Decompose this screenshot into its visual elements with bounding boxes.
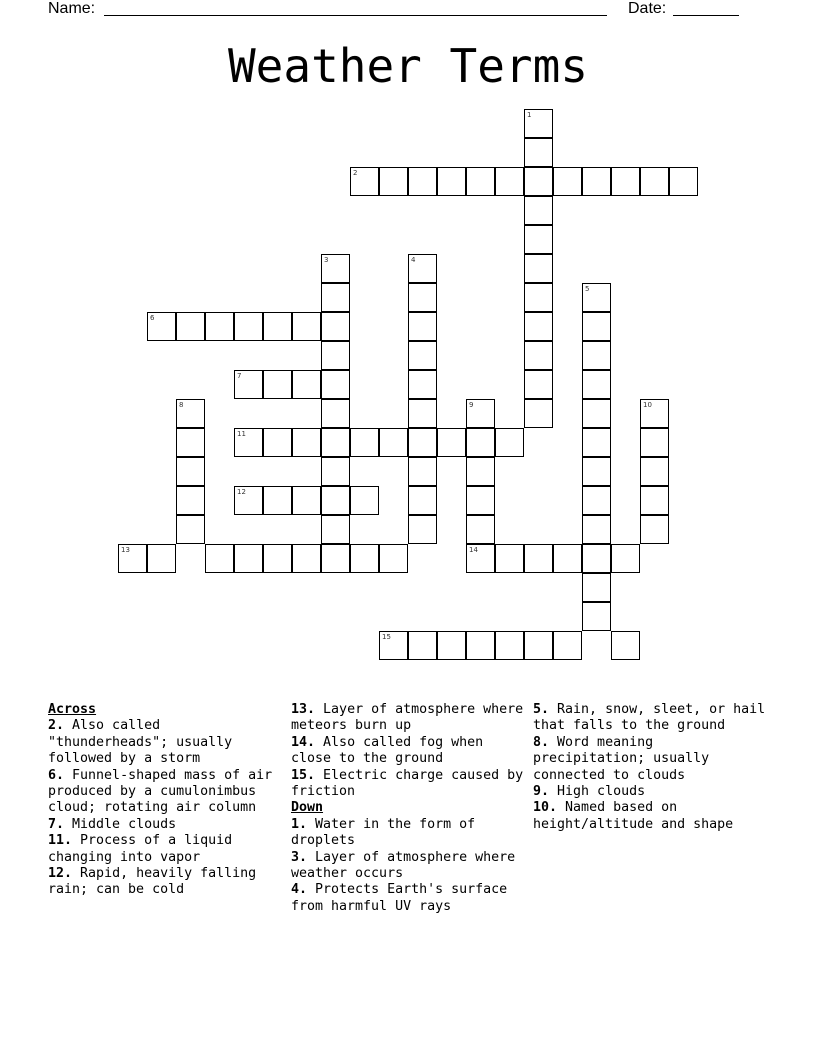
crossword-cell[interactable] bbox=[408, 370, 437, 399]
clue-number: 2. bbox=[48, 718, 65, 734]
crossword-cell[interactable] bbox=[466, 631, 495, 660]
clue-item bbox=[291, 850, 526, 883]
cell-number: 3 bbox=[324, 256, 329, 264]
clue-number: 10. bbox=[533, 800, 558, 816]
crossword-cell[interactable] bbox=[263, 486, 292, 515]
cell-number: 9 bbox=[469, 401, 474, 409]
crossword-cell[interactable] bbox=[350, 428, 379, 457]
crossword-cell[interactable] bbox=[524, 312, 553, 341]
clue-item bbox=[291, 817, 526, 850]
crossword-cell[interactable] bbox=[524, 370, 553, 399]
crossword-cell[interactable] bbox=[408, 254, 437, 283]
clue-item bbox=[48, 833, 283, 866]
clue-item bbox=[48, 817, 283, 833]
crossword-cell[interactable] bbox=[321, 254, 350, 283]
crossword-cell[interactable] bbox=[234, 312, 263, 341]
crossword-cell[interactable] bbox=[640, 399, 669, 428]
cell-number: 6 bbox=[150, 314, 155, 322]
cell-number: 4 bbox=[411, 256, 416, 264]
crossword-cell[interactable] bbox=[292, 428, 321, 457]
crossword-cell[interactable] bbox=[205, 544, 234, 573]
cell-number: 12 bbox=[237, 488, 246, 496]
clue-number: 3. bbox=[291, 849, 308, 865]
clue-text: Funnel-shaped mass of air produced by a cumulonimbus cloud; rotating air column bbox=[48, 767, 273, 816]
crossword-cell[interactable] bbox=[553, 544, 582, 573]
crossword-cell[interactable] bbox=[292, 486, 321, 515]
cell-number: 7 bbox=[237, 372, 242, 380]
clue-item bbox=[533, 784, 768, 800]
crossword-cell[interactable] bbox=[466, 486, 495, 515]
crossword-cell[interactable] bbox=[524, 196, 553, 225]
clue-item bbox=[291, 882, 526, 915]
crossword-cell[interactable] bbox=[495, 544, 524, 573]
crossword-cell[interactable] bbox=[321, 486, 350, 515]
crossword-cell[interactable] bbox=[640, 486, 669, 515]
clue-text: Water in the form of droplets bbox=[291, 816, 476, 849]
crossword-cell[interactable] bbox=[611, 167, 640, 196]
crossword-cell[interactable] bbox=[321, 515, 350, 544]
clue-text: Named based on height/altitude and shape bbox=[533, 800, 734, 832]
crossword-cell[interactable] bbox=[553, 167, 582, 196]
crossword-cell[interactable] bbox=[408, 515, 437, 544]
clue-number: 9. bbox=[533, 784, 550, 800]
clue-item bbox=[291, 768, 526, 801]
clue-item bbox=[291, 702, 526, 735]
crossword-cell[interactable] bbox=[147, 544, 176, 573]
clue-text: Layer of atmosphere where weather occurs bbox=[291, 849, 516, 882]
crossword-cell[interactable] bbox=[321, 283, 350, 312]
cell-number: 8 bbox=[179, 401, 184, 409]
crossword-cell[interactable] bbox=[408, 631, 437, 660]
crossword-cell[interactable] bbox=[466, 515, 495, 544]
clue-number: 13. bbox=[291, 702, 316, 717]
crossword-cell[interactable] bbox=[408, 486, 437, 515]
crossword-cell[interactable] bbox=[582, 544, 611, 573]
crossword-cell[interactable] bbox=[640, 167, 669, 196]
clue-text: Layer of atmosphere where meteors burn up bbox=[291, 702, 524, 734]
clues-column-2 bbox=[291, 702, 526, 915]
crossword-cell[interactable] bbox=[582, 312, 611, 341]
crossword-cell[interactable] bbox=[321, 428, 350, 457]
crossword-cell[interactable] bbox=[524, 544, 553, 573]
clue-number: 6. bbox=[48, 767, 65, 783]
clue-text: Also called fog when close to the ground bbox=[291, 734, 484, 767]
crossword-cell[interactable] bbox=[379, 631, 408, 660]
crossword-cell[interactable] bbox=[466, 428, 495, 457]
crossword-cell[interactable] bbox=[321, 370, 350, 399]
clue-item bbox=[48, 718, 283, 767]
crossword-cell[interactable] bbox=[176, 312, 205, 341]
crossword-cell[interactable] bbox=[350, 486, 379, 515]
crossword-cell[interactable] bbox=[379, 167, 408, 196]
crossword-cell[interactable] bbox=[176, 486, 205, 515]
clue-number: 8. bbox=[533, 734, 550, 750]
clue-text: Process of a liquid changing into vapor bbox=[48, 833, 233, 865]
clue-item bbox=[533, 800, 768, 833]
crossword-cell[interactable] bbox=[524, 167, 553, 196]
crossword-cell[interactable] bbox=[234, 544, 263, 573]
crossword-cell[interactable] bbox=[582, 457, 611, 486]
clue-text: Rapid, heavily falling rain; can be cold bbox=[48, 866, 257, 898]
crossword-cell[interactable] bbox=[495, 428, 524, 457]
crossword-cell[interactable] bbox=[292, 312, 321, 341]
crossword-cell[interactable] bbox=[466, 544, 495, 573]
cell-number: 15 bbox=[382, 633, 391, 641]
clue-heading: Across bbox=[48, 702, 97, 717]
crossword-cell[interactable] bbox=[582, 486, 611, 515]
crossword-cell[interactable] bbox=[611, 631, 640, 660]
crossword-cell[interactable] bbox=[263, 370, 292, 399]
crossword-cell[interactable] bbox=[437, 428, 466, 457]
crossword-cell[interactable] bbox=[582, 515, 611, 544]
clue-text: Middle clouds bbox=[72, 816, 177, 832]
crossword-cell[interactable] bbox=[321, 544, 350, 573]
clue-number: 4. bbox=[291, 882, 308, 898]
cell-number: 5 bbox=[585, 285, 590, 293]
cell-number: 1 bbox=[527, 111, 532, 119]
clue-item bbox=[533, 702, 768, 735]
crossword-cell[interactable] bbox=[408, 312, 437, 341]
crossword-cell[interactable] bbox=[408, 457, 437, 486]
crossword-cell[interactable] bbox=[408, 283, 437, 312]
crossword-cell[interactable] bbox=[611, 544, 640, 573]
clue-text: Rain, snow, sleet, or hail that falls to the ground bbox=[533, 702, 766, 734]
clue-text: Word meaning precipitation; usually connected to clouds bbox=[533, 734, 710, 783]
crossword-cell[interactable] bbox=[321, 399, 350, 428]
crossword-cell[interactable] bbox=[437, 631, 466, 660]
crossword-cell[interactable] bbox=[408, 399, 437, 428]
crossword-cell[interactable] bbox=[495, 167, 524, 196]
page-title: Weather Terms bbox=[227, 39, 589, 93]
crossword-cell[interactable] bbox=[350, 544, 379, 573]
clue-text: Also called "thunderheads"; usually followed by a storm bbox=[48, 718, 233, 767]
crossword-cell[interactable] bbox=[176, 399, 205, 428]
clue-text: Electric charge caused by friction bbox=[291, 767, 524, 800]
crossword-cell[interactable] bbox=[118, 544, 147, 573]
crossword-cell[interactable] bbox=[379, 428, 408, 457]
clue-number: 11. bbox=[48, 833, 73, 849]
crossword-cell[interactable] bbox=[582, 341, 611, 370]
crossword-cell[interactable] bbox=[437, 167, 466, 196]
clues-column-3 bbox=[533, 702, 768, 833]
crossword-cell[interactable] bbox=[553, 631, 582, 660]
clue-item bbox=[48, 768, 283, 817]
clue-number: 15. bbox=[291, 767, 316, 783]
name-label: Name: bbox=[48, 0, 96, 17]
crossword-cell[interactable] bbox=[466, 167, 495, 196]
cell-number: 14 bbox=[469, 546, 478, 554]
crossword-cell[interactable] bbox=[321, 457, 350, 486]
crossword-cell[interactable] bbox=[466, 399, 495, 428]
crossword-cell[interactable] bbox=[321, 312, 350, 341]
crossword-cell[interactable] bbox=[263, 312, 292, 341]
crossword-cell[interactable] bbox=[176, 515, 205, 544]
cell-number: 2 bbox=[353, 169, 358, 177]
clue-text: Protects Earth's surface from harmful UV rays bbox=[291, 882, 508, 914]
clue-number: 14. bbox=[291, 734, 316, 750]
crossword-cell[interactable] bbox=[292, 544, 321, 573]
crossword-cell[interactable] bbox=[582, 399, 611, 428]
crossword-cell[interactable] bbox=[321, 341, 350, 370]
date-label: Date: bbox=[628, 0, 667, 17]
crossword-cell[interactable] bbox=[350, 167, 379, 196]
crossword-cell[interactable] bbox=[582, 283, 611, 312]
crossword-cell[interactable] bbox=[524, 254, 553, 283]
crossword-cell[interactable] bbox=[582, 602, 611, 631]
cell-number: 13 bbox=[121, 546, 130, 554]
crossword-cell[interactable] bbox=[176, 457, 205, 486]
crossword-cell[interactable] bbox=[205, 312, 234, 341]
clues-column-1 bbox=[48, 702, 283, 899]
clue-item bbox=[291, 735, 526, 768]
crossword-cell[interactable] bbox=[466, 457, 495, 486]
crossword-cell[interactable] bbox=[640, 457, 669, 486]
clue-text: High clouds bbox=[557, 784, 646, 800]
crossword-cell[interactable] bbox=[582, 370, 611, 399]
crossword-cell[interactable] bbox=[408, 167, 437, 196]
crossword-cell[interactable] bbox=[147, 312, 176, 341]
crossword-cell[interactable] bbox=[640, 428, 669, 457]
crossword-cell[interactable] bbox=[524, 225, 553, 254]
crossword-cell[interactable] bbox=[524, 341, 553, 370]
crossword-cell[interactable] bbox=[582, 428, 611, 457]
crossword-cell[interactable] bbox=[524, 399, 553, 428]
clue-number: 1. bbox=[291, 816, 308, 832]
clue-number: 12. bbox=[48, 866, 73, 882]
crossword-cell[interactable] bbox=[524, 109, 553, 138]
crossword-cell[interactable] bbox=[669, 167, 698, 196]
clue-number: 5. bbox=[533, 702, 550, 717]
crossword-cell[interactable] bbox=[524, 631, 553, 660]
crossword-cell[interactable] bbox=[234, 370, 263, 399]
crossword-cell[interactable] bbox=[582, 167, 611, 196]
crossword-cell[interactable] bbox=[582, 573, 611, 602]
crossword-cell[interactable] bbox=[495, 631, 524, 660]
clue-number: 7. bbox=[48, 816, 65, 832]
clue-item bbox=[48, 866, 283, 899]
crossword-cell[interactable] bbox=[234, 486, 263, 515]
crossword-cell[interactable] bbox=[524, 283, 553, 312]
clue-heading: Down bbox=[291, 800, 324, 816]
crossword-cell[interactable] bbox=[263, 428, 292, 457]
cell-number: 10 bbox=[643, 401, 652, 409]
crossword-cell[interactable] bbox=[640, 515, 669, 544]
crossword-cell[interactable] bbox=[234, 428, 263, 457]
clue-item bbox=[533, 735, 768, 784]
crossword-cell[interactable] bbox=[524, 138, 553, 167]
crossword-cell[interactable] bbox=[408, 341, 437, 370]
crossword-cell[interactable] bbox=[379, 544, 408, 573]
cell-number: 11 bbox=[237, 430, 246, 438]
crossword-cell[interactable] bbox=[408, 428, 437, 457]
crossword-cell[interactable] bbox=[263, 544, 292, 573]
crossword-cell[interactable] bbox=[176, 428, 205, 457]
crossword-cell[interactable] bbox=[292, 370, 321, 399]
